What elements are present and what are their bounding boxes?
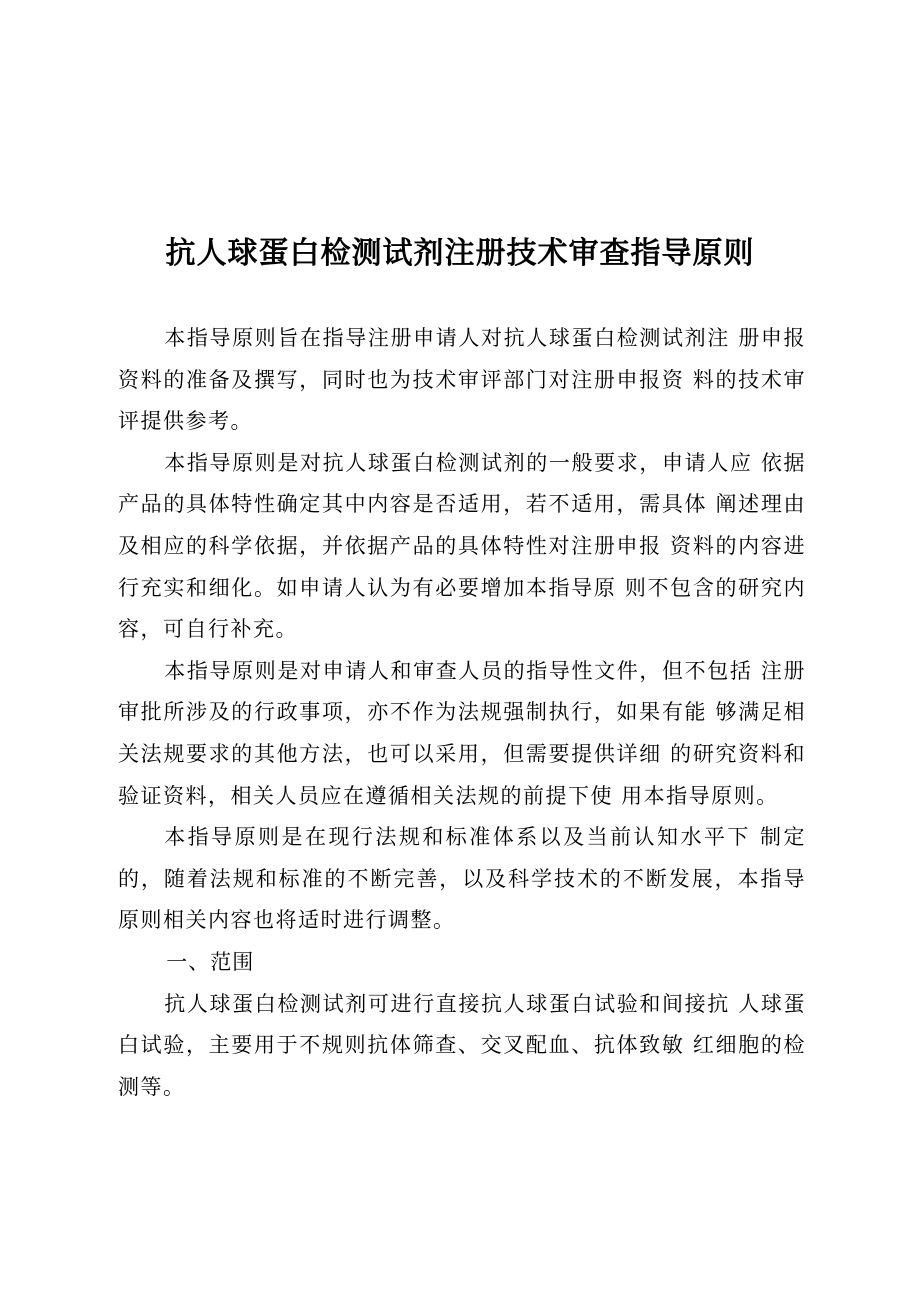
document-title: 抗人球蛋白检测试剂注册技术审查指导原则 [165, 236, 755, 271]
section-heading-scope: 一、范围 [166, 949, 255, 974]
paragraph-scope: 抗人球蛋白检测试剂可进行直接抗人球蛋白试验和间接抗 人球蛋白试验，主要用于不规则抗体筛查、交叉配血、抗体致敏 红细胞的检测等。 [118, 991, 806, 1099]
paragraph-revision-note: 本指导原则是在现行法规和标准体系以及当前认知水平下 制定的，随着法规和标准的不断完善，以及科学技术的不断发展，本指导原则相关内容也将适时进行调整。 [118, 825, 806, 933]
paragraph-general-requirements: 本指导原则是对抗人球蛋白检测试剂的一般要求，申请人应 依据产品的具体特性确定其中内容是否适用，若不适用，需具体 阐述理由及相应的科学依据，并依据产品的具体特性对注册申报 资料的内容进行充实和细化。如申请人认为有必要增加本指导原 则不包含的研究内容，可自行补充。 [118, 450, 806, 642]
paragraph-guidance-nature: 本指导原则是对申请人和审查人员的指导性文件，但不包括 注册审批所涉及的行政事项，亦不作为法规强制执行，如果有能 够满足相关法规要求的其他方法，也可以采用，但需要提供详细 的研究资料和验证资料，相关人员应在遵循相关法规的前提下使 用本指导原则。 [118, 658, 806, 808]
document-body [118, 318, 806, 1108]
paragraph-purpose: 本指导原则旨在指导注册申请人对抗人球蛋白检测试剂注 册申报资料的准备及撰写，同时也为技术审评部门对注册申报资 料的技术审评提供参考。 [118, 326, 806, 434]
